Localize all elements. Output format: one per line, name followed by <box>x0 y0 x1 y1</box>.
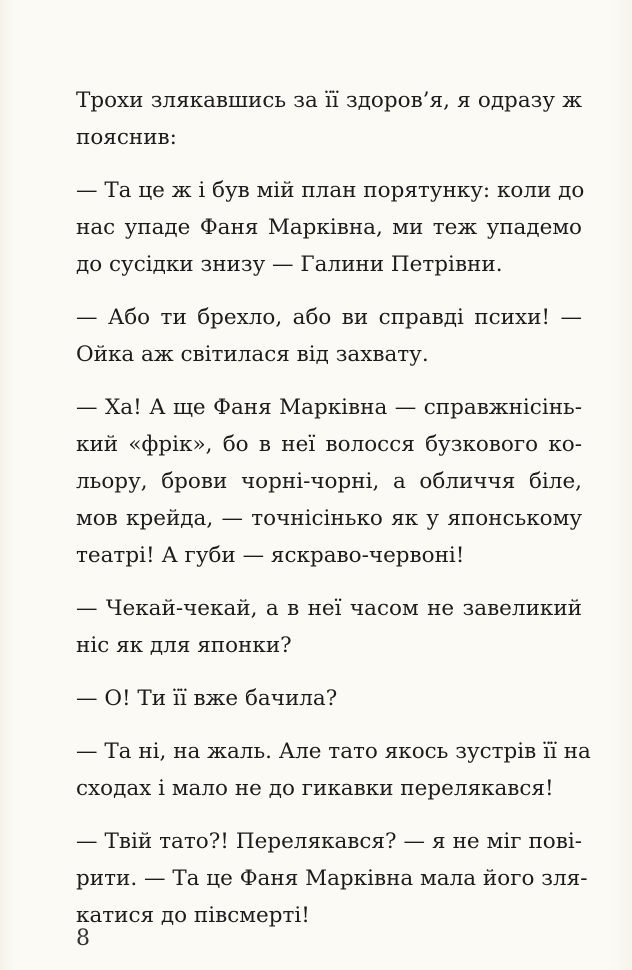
paragraph <box>76 172 585 283</box>
paragraph <box>76 733 591 807</box>
text-line: Трохи злякавшись за її здоров’я, я одразу ж <box>76 88 582 113</box>
paragraph <box>76 299 582 373</box>
paragraph <box>76 389 582 574</box>
text-line: ніс як для японки? <box>76 633 292 658</box>
text-line: мов крейда, — точнісінько як у японському <box>76 506 582 531</box>
paragraph <box>76 82 582 156</box>
text-line: катися до півсмерті! <box>76 903 310 928</box>
text-line: — Твій тато?! Перелякався? — я не міг пові- <box>76 829 582 854</box>
paragraph <box>76 680 582 717</box>
text-line: кий «фрік», бо в неї волосся бузкового ко- <box>76 432 582 457</box>
text-line: сходах і мало не до гикавки перелякався! <box>76 776 554 801</box>
text-line: нас упаде Фаня Марківна, ми теж упадемо <box>76 215 582 240</box>
text-line: Ойка аж світилася від захвату. <box>76 342 429 367</box>
page-number: 8 <box>76 926 90 951</box>
text-line: рити. — Та це Фаня Марківна мала його зля- <box>76 866 588 891</box>
text-line: — Та це ж і був мій план порятунку: коли до <box>76 178 585 203</box>
paragraph <box>76 590 582 664</box>
text-line: — Або ти брехло, або ви справді психи! — <box>76 305 582 330</box>
text-line: до сусідки знизу — Галини Петрівни. <box>76 252 503 277</box>
text-line: — Ха! А ще Фаня Марківна — справжнісінь- <box>76 395 582 420</box>
text-line: — Чекай-чекай, а в неї часом не завеликий <box>76 596 582 621</box>
text-line: пояснив: <box>76 125 177 150</box>
text-line: льору, брови чорні-чорні, а обличчя біле, <box>76 469 582 494</box>
text-line: театрі! А губи — яскраво-червоні! <box>76 543 465 568</box>
text-line: — О! Ти її вже бачила? <box>76 686 338 711</box>
paragraph <box>76 823 588 934</box>
text-line: — Та ні, на жаль. Але тато якось зустрів її на <box>76 739 591 764</box>
body-text <box>76 82 591 934</box>
